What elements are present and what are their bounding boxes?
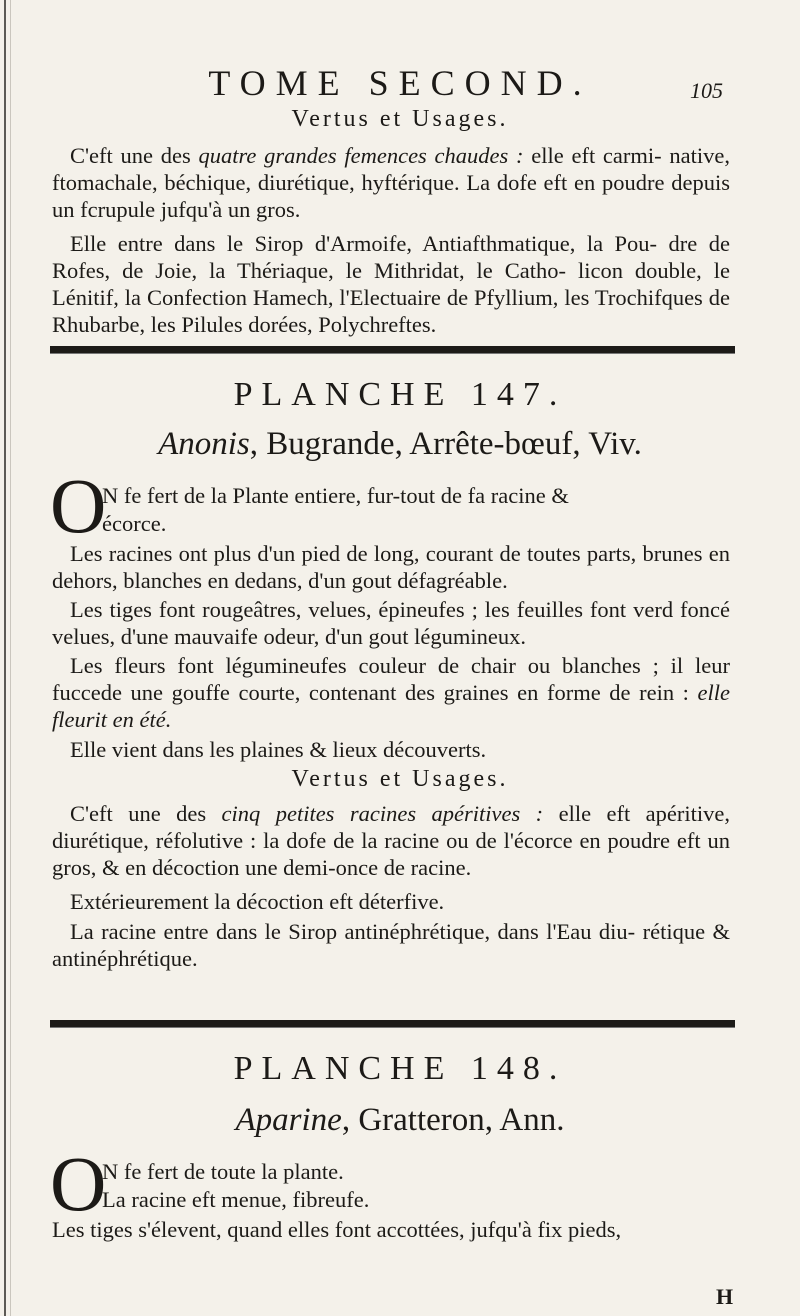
planche-148-names: Aparine, Gratteron, Ann. xyxy=(235,1102,565,1138)
virtues-heading-top: Vertus et Usages. xyxy=(291,106,509,132)
planche-147-intro-line-1: N fe fert de la Plante entiere, fur-tout de fa racine & xyxy=(102,483,569,508)
planche-148-stems: Les tiges s'élevent, quand elles font accottées, jufqu'à fix pieds, xyxy=(52,1217,622,1242)
planche-147-virtues-3: La racine entre dans le Sirop antinéphrétique, dans l'Eau diu- rétique & antinéphrétique. xyxy=(52,919,730,971)
section-rule xyxy=(50,346,735,354)
virtues-paragraph-2: Elle entre dans le Sirop d'Armoife, Antiafthmatique, la Pou- dre de Rofes, de Joie, la Thériaque, le Mithridat, le Catho- licon double, le Lénitif, la Confection Hamech, l'Electuaire de Pfyllium, les Trochifques de Rhubarbe, les Pilules dorées, Polychreftes. xyxy=(52,231,730,337)
planche-147-intro-line-2: écorce. xyxy=(102,511,167,536)
virtues-paragraph-1: C'eft une des quatre grandes femences chaudes : elle eft carmi- native, ftomachale, béchique, diurétique, hyftérique. La dofe eft en poudre depuis un fcrupule jufqu'à un gros. xyxy=(52,143,730,222)
planche-147-habitat: Elle vient dans les plaines & lieux découverts. xyxy=(70,737,487,762)
planche-147-virtues-heading: Vertus et Usages. xyxy=(291,766,509,792)
planche-147-virtues-2: Extérieurement la décoction eft déterfive. xyxy=(70,889,445,914)
planche-147-flowers: Les fleurs font légumineufes couleur de chair ou blanches ; il leur fuccede une gouffe courte, contenant des graines en forme de rein : elle fleurit en été. xyxy=(52,653,730,732)
planche-148-intro-line-1: N fe fert de toute la plante. xyxy=(102,1159,344,1184)
page-number: 105 xyxy=(690,78,723,103)
planche-147-stems: Les tiges font rougeâtres, velues, épineufes ; les feuilles font verd foncé velues, d'une mauvaife odeur, d'un gout légumineux. xyxy=(52,597,730,649)
planche-148-title: PLANCHE 148. xyxy=(233,1050,567,1087)
planche-147-title: PLANCHE 147. xyxy=(233,376,567,413)
planche-147-names: Anonis, Bugrande, Arrête-bœuf, Viv. xyxy=(158,426,642,462)
planche-148-intro-line-2: La racine eft menue, fibreufe. xyxy=(102,1187,370,1212)
planche-147-roots: Les racines ont plus d'un pied de long, courant de toutes parts, brunes en dehors, blanches en dedans, d'un gout défagréable. xyxy=(52,541,730,593)
dropcap-147: O xyxy=(50,462,107,549)
section-rule-2 xyxy=(50,1020,735,1028)
signature-mark: H xyxy=(716,1284,734,1309)
planche-147-virtues-1: C'eft une des cinq petites racines apéritives : elle eft apéritive, diurétique, réfolutive : la dofe de la racine ou de l'écorce en poudre eft un gros, & en décoction une demi-once de racine. xyxy=(52,801,730,880)
dropcap-148: O xyxy=(50,1140,107,1227)
running-head: TOME SECOND. xyxy=(208,63,592,103)
